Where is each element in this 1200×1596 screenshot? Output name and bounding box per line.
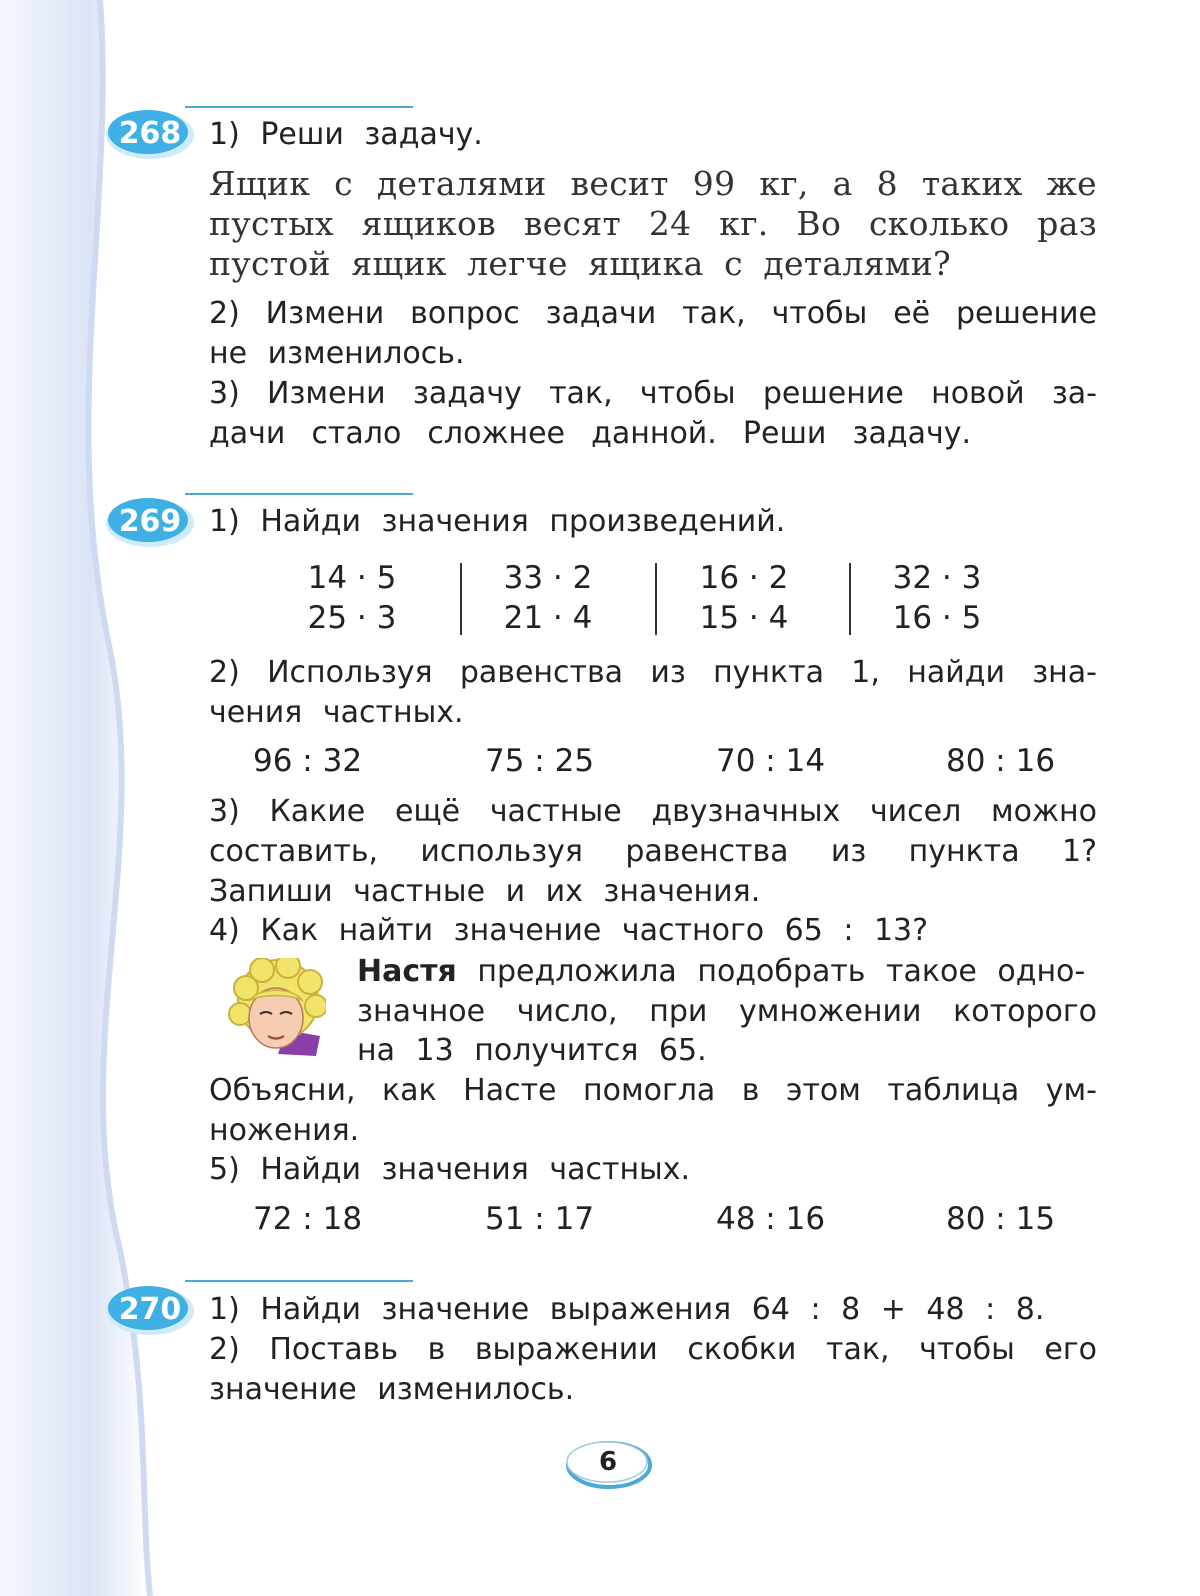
problem-text-line: Ящик с деталями весит 99 кг, а 8 таких же bbox=[209, 164, 1097, 203]
product-expression: 21 · 4 bbox=[503, 600, 593, 636]
nastya-text-line-3: на 13 получится 65. bbox=[357, 1033, 707, 1068]
task-269-explain-cont: ножения. bbox=[209, 1113, 360, 1148]
task-number: 269 bbox=[118, 504, 182, 539]
task-269-item-3-cont: Запиши частные и их значения. bbox=[209, 874, 761, 909]
product-expression: 32 · 3 bbox=[892, 560, 982, 596]
decorative-side-stripe bbox=[0, 0, 160, 1596]
task-269-item-2: 2) Используя равенства из пункта 1, найди зна- bbox=[209, 655, 1097, 690]
task-number-badge bbox=[104, 1280, 200, 1336]
nastya-text: предложила подобрать такое одно- bbox=[456, 954, 1086, 989]
task-number-badge bbox=[104, 104, 200, 160]
problem-text-line: пустой ящик легче ящика с деталями? bbox=[209, 244, 951, 283]
problem-text-line: пустых ящиков весят 24 кг. Во сколько раз bbox=[209, 204, 1097, 243]
product-expression: 14 · 5 bbox=[307, 560, 397, 596]
nastya-text-line-1 bbox=[357, 952, 1097, 992]
quotient-expression: 48 : 16 bbox=[716, 1201, 826, 1237]
task-269-explain: Объясни, как Насте помогла в этом таблица ум- bbox=[209, 1073, 1097, 1108]
nastya-text-line-2: значное число, при умножении которого bbox=[357, 994, 1097, 1029]
girl-avatar-icon bbox=[228, 958, 326, 1058]
task-269-item-5: 5) Найди значения частных. bbox=[209, 1152, 691, 1187]
product-expression: 33 · 2 bbox=[503, 560, 593, 596]
task-268-item-3: 3) Измени задачу так, чтобы решение новой за- bbox=[209, 376, 1097, 411]
column-divider bbox=[460, 563, 462, 635]
task-268-item-2-cont: не изменилось. bbox=[209, 336, 465, 371]
task-rule bbox=[185, 493, 413, 495]
page-number: 6 bbox=[598, 1447, 618, 1477]
quotient-expression: 80 : 15 bbox=[946, 1201, 1056, 1237]
column-divider bbox=[655, 563, 657, 635]
quotient-expression: 70 : 14 bbox=[716, 743, 826, 779]
quotient-expression: 96 : 32 bbox=[253, 743, 363, 779]
task-269-item-1: 1) Найди значения произведений. bbox=[209, 504, 786, 539]
task-269-item-2-cont: чения частных. bbox=[209, 695, 464, 730]
task-number-badge bbox=[104, 492, 200, 548]
task-270-item-2: 2) Поставь в выражении скобки так, чтобы его bbox=[209, 1332, 1097, 1367]
quotient-expression: 51 : 17 bbox=[485, 1201, 595, 1237]
task-number: 270 bbox=[118, 1292, 182, 1327]
product-expression: 25 · 3 bbox=[307, 600, 397, 636]
character-name: Настя bbox=[357, 954, 457, 989]
quotient-expression: 72 : 18 bbox=[253, 1201, 363, 1237]
task-269-item-4: 4) Как найти значение частного 65 : 13? bbox=[209, 913, 929, 948]
task-270-item-2-cont: значение изменилось. bbox=[209, 1372, 575, 1407]
task-268-item-2: 2) Измени вопрос задачи так, чтобы её решение bbox=[209, 296, 1097, 331]
task-268-item-1: 1) Реши задачу. bbox=[209, 117, 483, 152]
quotient-expression: 80 : 16 bbox=[946, 743, 1056, 779]
task-rule bbox=[185, 106, 413, 108]
product-expression: 15 · 4 bbox=[699, 600, 789, 636]
task-rule bbox=[185, 1280, 413, 1282]
task-269-item-3-cont: составить, используя равенства из пункта 1? bbox=[209, 834, 1097, 869]
column-divider bbox=[849, 563, 851, 635]
product-expression: 16 · 2 bbox=[699, 560, 789, 596]
task-number: 268 bbox=[118, 116, 182, 151]
quotient-expression: 75 : 25 bbox=[485, 743, 595, 779]
page-number-badge bbox=[564, 1438, 652, 1490]
product-expression: 16 · 5 bbox=[892, 600, 982, 636]
task-269-item-3: 3) Какие ещё частные двузначных чисел можно bbox=[209, 794, 1097, 829]
task-268-item-3-cont: дачи стало сложнее данной. Реши задачу. bbox=[209, 416, 971, 451]
task-270-item-1: 1) Найди значение выражения 64 : 8 + 48 : 8. bbox=[209, 1292, 1045, 1327]
